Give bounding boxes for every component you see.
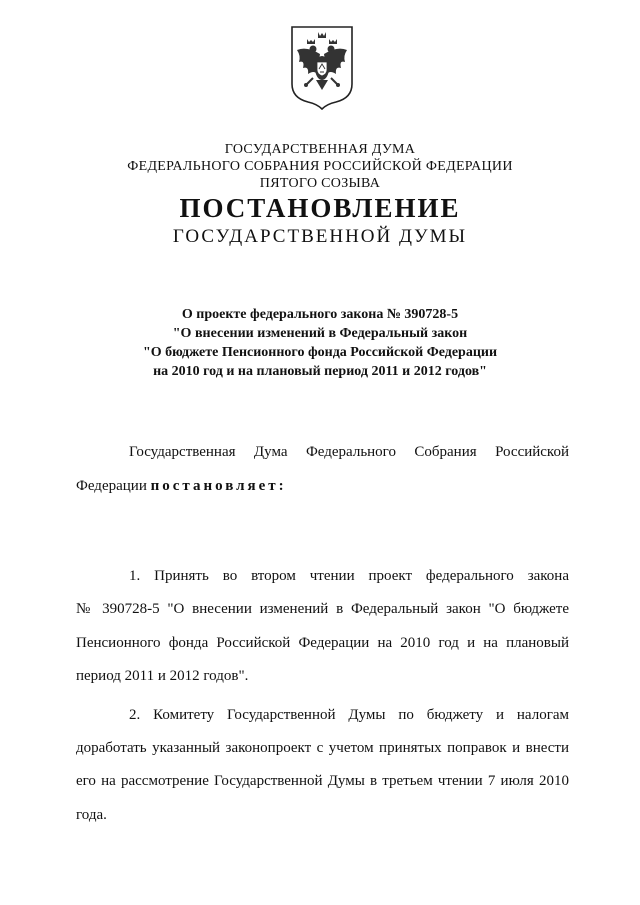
subject-line2: "О внесении изменений в Федеральный закон [172, 326, 468, 341]
org-name-line1: ГОСУДАРСТВЕННАЯ ДУМА [224, 142, 416, 157]
subject-line1: О проекте федерального закона № 390728-5 [181, 307, 459, 322]
org-convocation: ПЯТОГО СОЗЫВА [259, 176, 381, 191]
clause2-line4: года. [76, 807, 107, 823]
org-name-line2: ФЕДЕРАЛЬНОГО СОБРАНИЯ РОССИЙСКОЙ ФЕДЕРАЦИИ [127, 159, 513, 174]
document-issuer-title: ГОСУДАРСТВЕННОЙ ДУМЫ [172, 226, 468, 247]
russian-coat-of-arms-icon [289, 24, 355, 110]
clause2-line3: его на рассмотрение Государственной Думы в третьем чтении 7 июля 2010 [76, 773, 569, 789]
clause1-line3: Пенсионного фонда Российской Федерации на 2010 год и на плановый [76, 635, 569, 651]
preamble-line1: Государственная Дума Федерального Собрания Российской [129, 444, 569, 460]
clause1-line4: период 2011 и 2012 годов". [76, 668, 249, 684]
clause2-line1: 2. Комитету Государственной Думы по бюджету и налогам [129, 707, 569, 723]
preamble-line2 [76, 476, 569, 496]
subject-line3: "О бюджете Пенсионного фонда Российской Федерации [142, 345, 498, 360]
document-type-title: ПОСТАНОВЛЕНИЕ [179, 193, 461, 223]
subject-line4: на 2010 год и на плановый период 2011 и 2012 годов" [153, 364, 487, 379]
preamble-federation-word: Федерации [76, 478, 147, 494]
clause2-line2: доработать указанный законопроект с учетом принятых поправок и внести [76, 740, 569, 756]
preamble-decrees-word: постановляет: [150, 478, 287, 494]
clause1-line2: № 390728-5 "О внесении изменений в Федеральный закон "О бюджете [76, 601, 569, 617]
clause1-line1: 1. Принять во втором чтении проект федерального закона [129, 568, 569, 584]
